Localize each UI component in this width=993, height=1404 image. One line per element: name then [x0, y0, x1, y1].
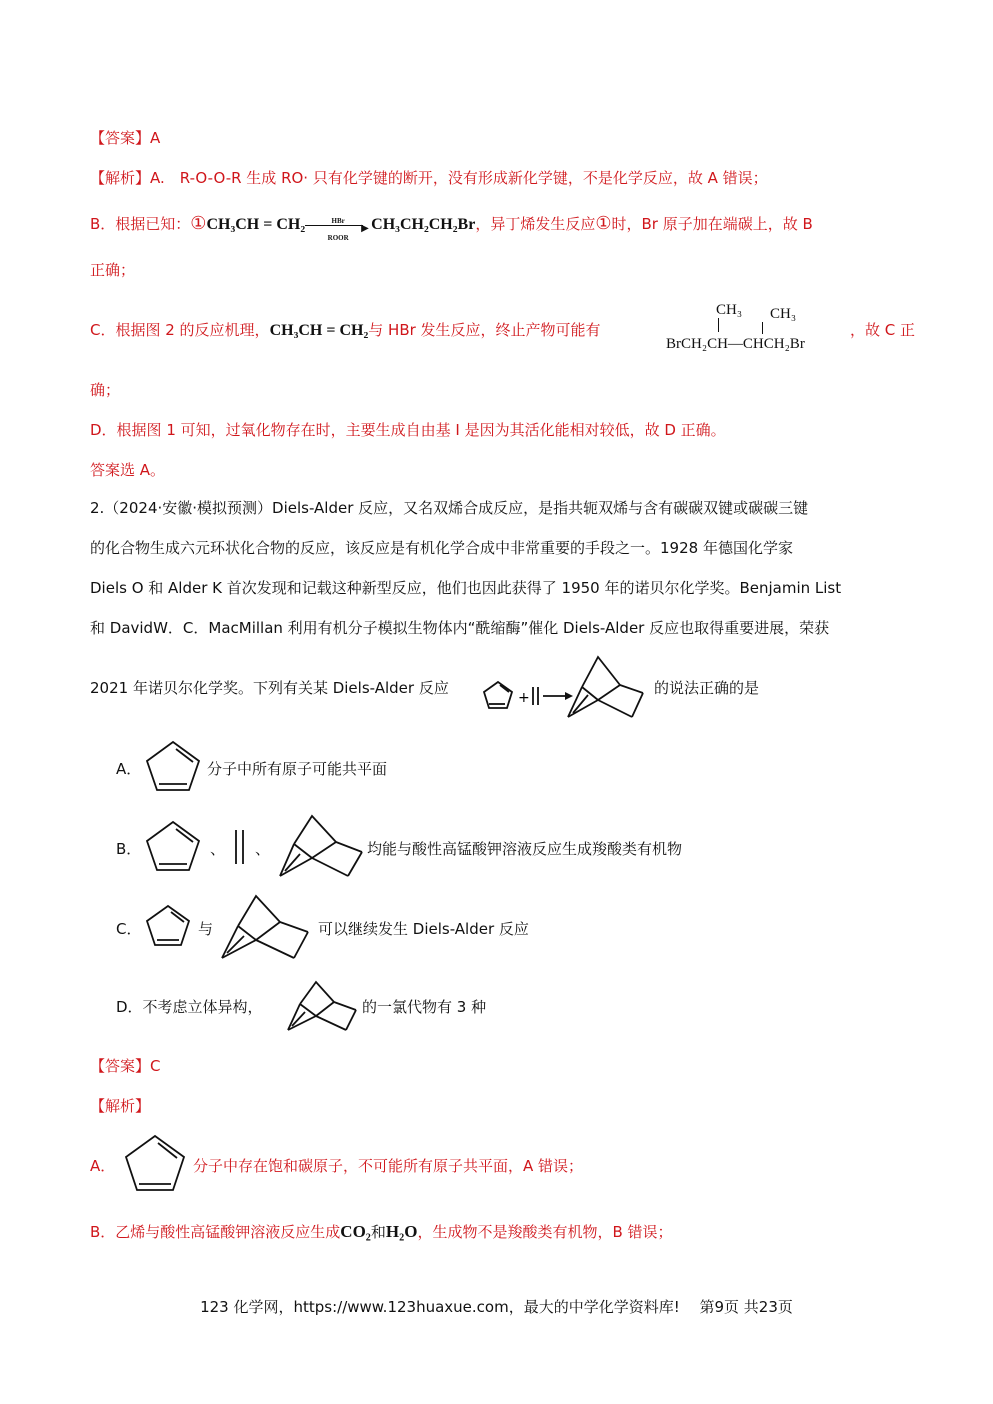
- exp-b-suffix: ，生成物不是羧酸类有机物，B 错误；: [417, 1223, 673, 1241]
- answer-tag: 【答案】: [90, 129, 151, 147]
- q1-analysis-a: [90, 168, 768, 188]
- circle-1: ①: [190, 213, 207, 234]
- q1-analysis-c-cont: 确；: [90, 381, 121, 399]
- option-c-mid: 与: [198, 920, 214, 938]
- para5-suffix: 的说法正确的是: [654, 679, 760, 697]
- b-product: CH₃CH₂CH₂Br: [371, 216, 476, 233]
- analysis-tag: 【解析】: [90, 169, 151, 187]
- q1-analysis-c: [90, 320, 601, 341]
- q2-para5: [90, 678, 449, 698]
- cyclopentadiene-icon: [145, 740, 201, 792]
- answer-value: C: [150, 1057, 161, 1075]
- arrow-head-icon: ▶: [361, 222, 369, 234]
- option-c-label: C．: [116, 920, 142, 938]
- c-middle: 与 HBr 发生反应，终止产物可能有: [368, 321, 601, 339]
- diels-alder-scheme: [480, 655, 650, 725]
- arrow-line: [305, 225, 363, 226]
- q2-para1: 2.（2024·安徽·模拟预测）Diels-Alder 反应，又名双烯合成反应，是指共轭双烯与含有碳碳双键或碳碳三键: [90, 499, 809, 517]
- q2-answer: [90, 1056, 161, 1076]
- cyclopentadiene-icon: [145, 904, 191, 948]
- norbornene-icon: [278, 814, 366, 878]
- exp-b-co2: CO₂: [340, 1222, 371, 1241]
- q1-conclusion: 答案选 A。: [90, 461, 166, 479]
- c-prefix: C．根据图 2 的反应机理，: [90, 321, 270, 339]
- option-d-text: 的一氯代物有 3 种: [362, 998, 487, 1016]
- bond-2: [762, 322, 763, 334]
- option-d-label: D．不考虑立体异构，: [116, 998, 263, 1016]
- option-a-text: 分子中所有原子可能共平面: [207, 760, 388, 778]
- q2-para4: 和 DavidW．C．MacMillan 利用有机分子模拟生物体内“酰缩酶”催化 Diels-Alder 反应也取得重要进展，荣获: [90, 619, 830, 637]
- exp-b-h2o: H₂O: [385, 1222, 418, 1241]
- exp-b-prefix: B．乙烯与酸性高锰酸钾溶液反应生成: [90, 1223, 341, 1241]
- circle-2: ①: [595, 213, 612, 234]
- q2-analysis-tag: 【解析】: [90, 1097, 151, 1115]
- product-main: BrCH₂CH—CHCH₂Br: [666, 336, 805, 352]
- ethylene-icon: [533, 687, 538, 705]
- b-suffix: ，异丁烯发生反应: [475, 215, 596, 233]
- answer-value: A: [150, 129, 161, 147]
- cyclopentadiene-icon: [145, 820, 201, 872]
- answer-tag: 【答案】: [90, 1057, 151, 1075]
- analysis-a-text: A. R-O-O-R 生成 RO· 只有化学键的断开，没有形成新化学键，不是化学反应，故 A 错误；: [150, 169, 768, 187]
- norbornene-icon: [286, 980, 360, 1034]
- cyclopentadiene-icon: [124, 1134, 186, 1192]
- q2-exp-a-label: A．: [90, 1157, 116, 1175]
- norbornene-icon: [220, 894, 312, 960]
- option-c-text: 可以继续发生 Diels-Alder 反应: [318, 920, 529, 938]
- para5-prefix: 2021 年诺贝尔化学奖。下列有关某 Diels-Alder 反应: [90, 679, 449, 697]
- arrow-icon: [543, 692, 573, 700]
- b-prefix: B．根据已知：: [90, 215, 191, 233]
- cyclopentadiene-icon: [484, 682, 512, 708]
- arrow-condition-bottom: ROOR: [327, 233, 349, 242]
- q1-answer: [90, 128, 160, 148]
- norbornene-icon: [568, 657, 643, 717]
- q2-exp-a-text: 分子中存在饱和碳原子，不可能所有原子共平面，A 错误；: [193, 1157, 584, 1175]
- option-b-label: B．: [116, 840, 142, 858]
- q1-analysis-b-cont: 正确；: [90, 261, 136, 279]
- c-reactant: CH₃CH = CH₂: [269, 322, 369, 339]
- option-a-label: A．: [116, 760, 142, 778]
- methyl-1: CH₃: [716, 302, 743, 318]
- q2-exp-b: [90, 1222, 673, 1242]
- b-reactant: CH₃CH = CH₂: [206, 216, 306, 233]
- q2-para3: Diels O 和 Alder K 首次发现和记载这种新型反应，他们也因此获得了 1950 年的诺贝尔化学奖。Benjamin List: [90, 579, 842, 597]
- arrow-condition-top: HBr: [331, 216, 345, 225]
- bond-1: [718, 318, 719, 332]
- q1-analysis-d: D．根据图 1 可知，过氧化物存在时，主要生成自由基 I 是因为其活化能相对较低，故 D 正确。: [90, 421, 726, 439]
- exp-b-and: 和: [370, 1223, 386, 1241]
- option-b-sep-2: 、: [255, 840, 271, 858]
- option-b-text: 均能与酸性高锰酸钾溶液反应生成羧酸类有机物: [367, 840, 683, 858]
- b-suffix2: 时，Br 原子加在端碳上，故 B: [611, 215, 813, 233]
- option-b-sep-1: 、: [210, 840, 226, 858]
- plus-sign: +: [518, 690, 530, 706]
- ethylene-icon: [233, 828, 247, 866]
- q2-para2: 的化合物生成六元环状化合物的反应，该反应是有机化学合成中非常重要的手段之一。1928 年德国化学家: [90, 539, 793, 557]
- methyl-2: CH₃: [770, 306, 797, 322]
- q1-analysis-b: [90, 213, 813, 242]
- c-suffix: ，故 C 正: [850, 321, 916, 339]
- page-footer: 123 化学网，https://www.123huaxue.com，最大的中学化学资料库! 第9页 共23页: [200, 1298, 793, 1316]
- reaction-arrow: [305, 215, 371, 242]
